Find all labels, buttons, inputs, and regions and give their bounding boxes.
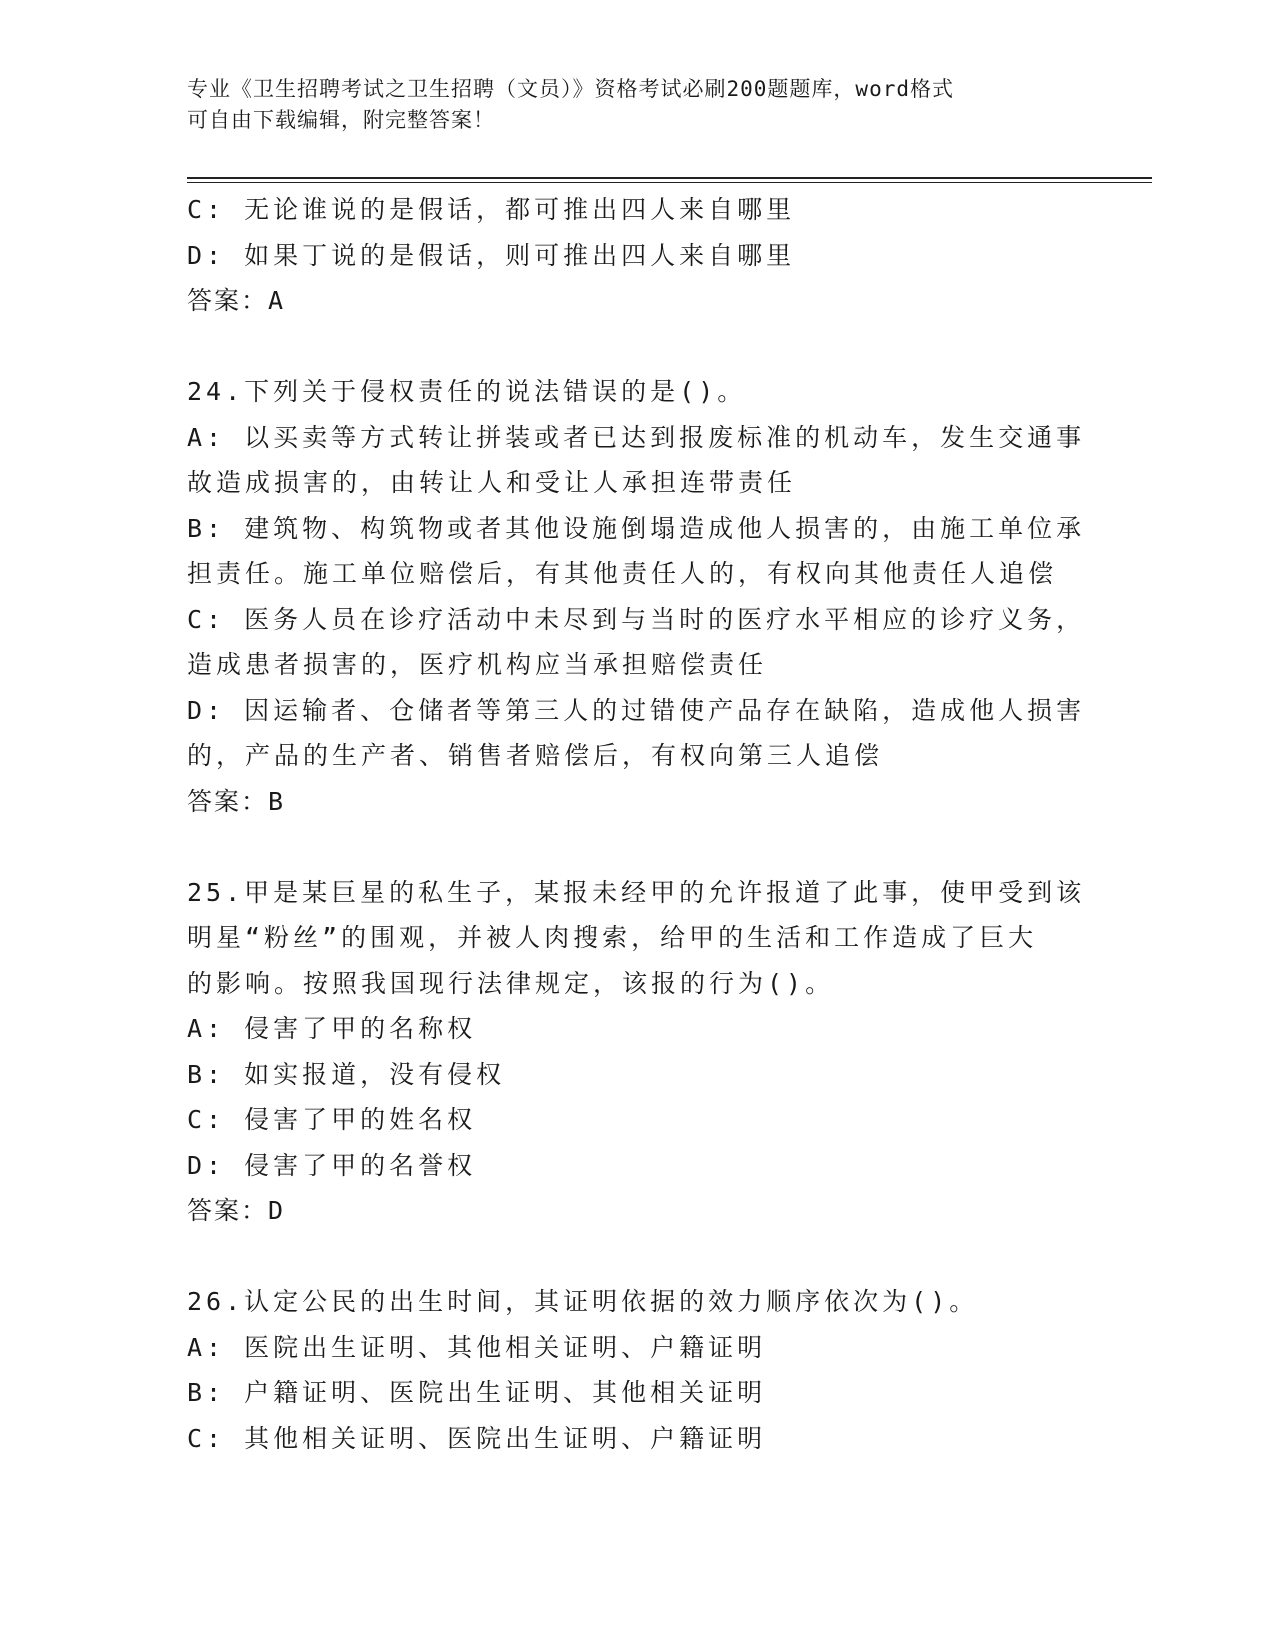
option-a: A: 侵害了甲的名称权	[187, 1014, 477, 1043]
option-b-cont: 担责任。施工单位赔偿后，有其他责任人的，有权向其他责任人追偿	[187, 559, 1058, 588]
answer-label: 答案：	[187, 286, 269, 315]
page-header	[187, 74, 1067, 136]
spacer	[187, 824, 1077, 870]
question-stem: 24.下列关于侵权责任的说法错误的是()。	[187, 377, 747, 406]
option-d: D: 如果丁说的是假话，则可推出四人来自哪里	[187, 240, 796, 270]
answer-line	[187, 1188, 1077, 1234]
spacer	[187, 1234, 1077, 1280]
answer-label: 答案：	[187, 786, 269, 816]
header-divider-thick	[187, 177, 1152, 179]
option-d: D: 侵害了甲的名誉权	[187, 1150, 477, 1180]
option-c-cont: 造成患者损害的，医疗机构应当承担赔偿责任	[187, 650, 768, 679]
option-b: B: 户籍证明、医院出生证明、其他相关证明	[187, 1378, 767, 1407]
answer-line	[187, 779, 1077, 825]
question-26	[187, 1279, 1077, 1461]
header-line-1: 专业《卫生招聘考试之卫生招聘（文员）》资格考试必刷200题题库，word格式	[187, 77, 954, 101]
header-divider-thin	[187, 182, 1152, 183]
question-stem: 26.认定公民的出生时间，其证明依据的效力顺序依次为()。	[187, 1287, 979, 1316]
question-list	[187, 187, 1086, 1461]
option-d: D: 因运输者、仓储者等第三人的过错使产品存在缺陷，造成他人损害	[187, 695, 1086, 725]
answer-label: 答案：	[187, 1196, 269, 1225]
question-stem-cont: 明星“粉丝”的围观，并被人肉搜索，给甲的生活和工作造成了巨大	[187, 923, 1038, 952]
option-c: C: 无论谁说的是假话，都可推出四人来自哪里	[187, 195, 796, 224]
answer-value: B	[268, 786, 285, 816]
answer-value: D	[268, 1196, 285, 1225]
question-24	[187, 369, 1086, 824]
header-line-2: 可自由下载编辑，附完整答案！	[187, 108, 495, 132]
question-stem: 25.甲是某巨星的私生子，某报未经甲的允许报道了此事，使甲受到该	[187, 877, 1086, 907]
option-c: C: 其他相关证明、医院出生证明、户籍证明	[187, 1423, 767, 1453]
option-c: C: 侵害了甲的姓名权	[187, 1105, 477, 1134]
option-a-cont: 故造成损害的，由转让人和受让人承担连带责任	[187, 468, 797, 497]
answer-line	[187, 278, 1077, 324]
option-a: A: 以买卖等方式转让拼装或者已达到报废标准的机动车，发生交通事	[187, 422, 1086, 452]
option-b: B: 建筑物、构筑物或者其他设施倒塌造成他人损害的，由施工单位承	[187, 513, 1086, 543]
spacer	[187, 324, 1077, 370]
option-d-cont: 的，产品的生产者、销售者赔偿后，有权向第三人追偿	[187, 741, 884, 770]
question-stem-cont: 的影响。按照我国现行法律规定，该报的行为()。	[187, 968, 835, 998]
question-25	[187, 870, 1086, 1234]
option-a: A: 医院出生证明、其他相关证明、户籍证明	[187, 1332, 767, 1362]
option-c: C: 医务人员在诊疗活动中未尽到与当时的医疗水平相应的诊疗义务，	[187, 604, 1086, 634]
option-b: B: 如实报道，没有侵权	[187, 1059, 506, 1089]
question-23	[187, 187, 1077, 324]
answer-value: A	[268, 286, 285, 315]
